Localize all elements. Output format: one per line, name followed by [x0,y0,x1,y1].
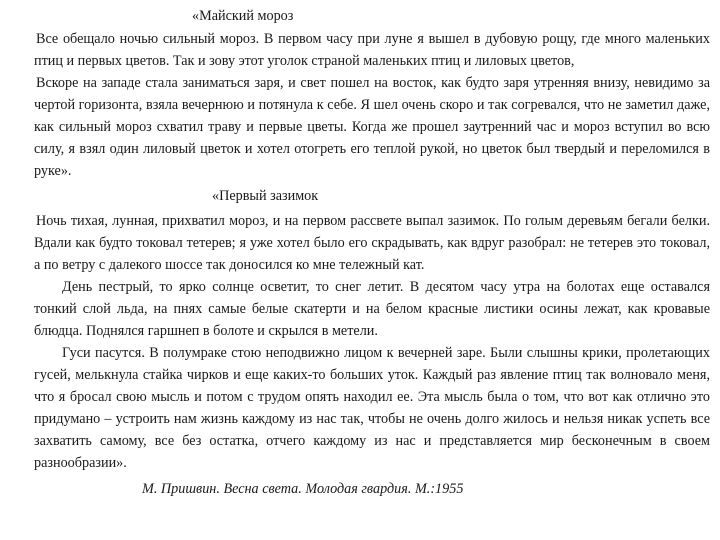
paragraph-3: Ночь тихая, лунная, прихватил мороз, и на первом рассвете выпал зазимок. По голым деревьям бегали белки. Вдали как будто токовал тетерев; я уже хотел было его скрадывать, как вдруг разобрал: не тетерев это токовал, а по ветру с далекого шоссе так доносился ко мне тележный кат. [34,213,710,273]
paragraph-4: День пестрый, то ярко солнце осветит, то снег летит. В десятом часу утра на болотах еще оставался тонкий слой льда, на пнях самые белые скатерти и на белом красные листики осины лежат, как кровавые блюдца. Поднялся гаршнеп в болоте и скрылся в метели. [34,279,710,339]
paragraph-2: Вскоре на западе стала заниматься заря, и свет пошел на восток, как будто заря утренняя внизу, невидимо за чертой горизонта, взяла вечернюю и потянула к себе. Я шел очень скоро и так согревался, что не заметил даже, как сильный мороз схватил траву и первые цветы. Когда же прошел заутренний час и мороз вступил во всю силу, я взял один лиловый цветок и хотел отогреть его теплой рукой, но цветок был твердый и переломился в руке». [34,75,710,179]
section-title-may-frost: «Майский мороз [192,8,294,24]
paragraph-1: Все обещало ночью сильный мороз. В первом часу при луне я вышел в дубовую рощу, где много маленьких птиц и первых цветов. Так и зову этот уголок страной маленьких птиц и лиловых цветов, [34,31,710,69]
document-page [34,6,710,500]
section-title-first-frost: «Первый зазимок [212,188,319,204]
paragraph-5: Гуси пасутся. В полумраке стою неподвижно лицом к вечерней заре. Были слышны крики, пролетающих гусей, мелькнула стайка чирков и еще каких-то больших уток. Каждый раз явление птиц так волновало меня, что я бросал свою мысль и потом с трудом опять находил ее. Эта мысль была о том, что вот как отлично это придумано – устроить нам жизнь каждому из нас так, чтобы не очень долго жилось и нельзя никак успеть все захватить самому, все без остатка, отчего каждому из нас и представляется мир бесконечным в своем разнообразии». [34,345,710,471]
citation: М. Пришвин. Весна света. Молодая гвардия. М.:1955 [142,481,464,497]
